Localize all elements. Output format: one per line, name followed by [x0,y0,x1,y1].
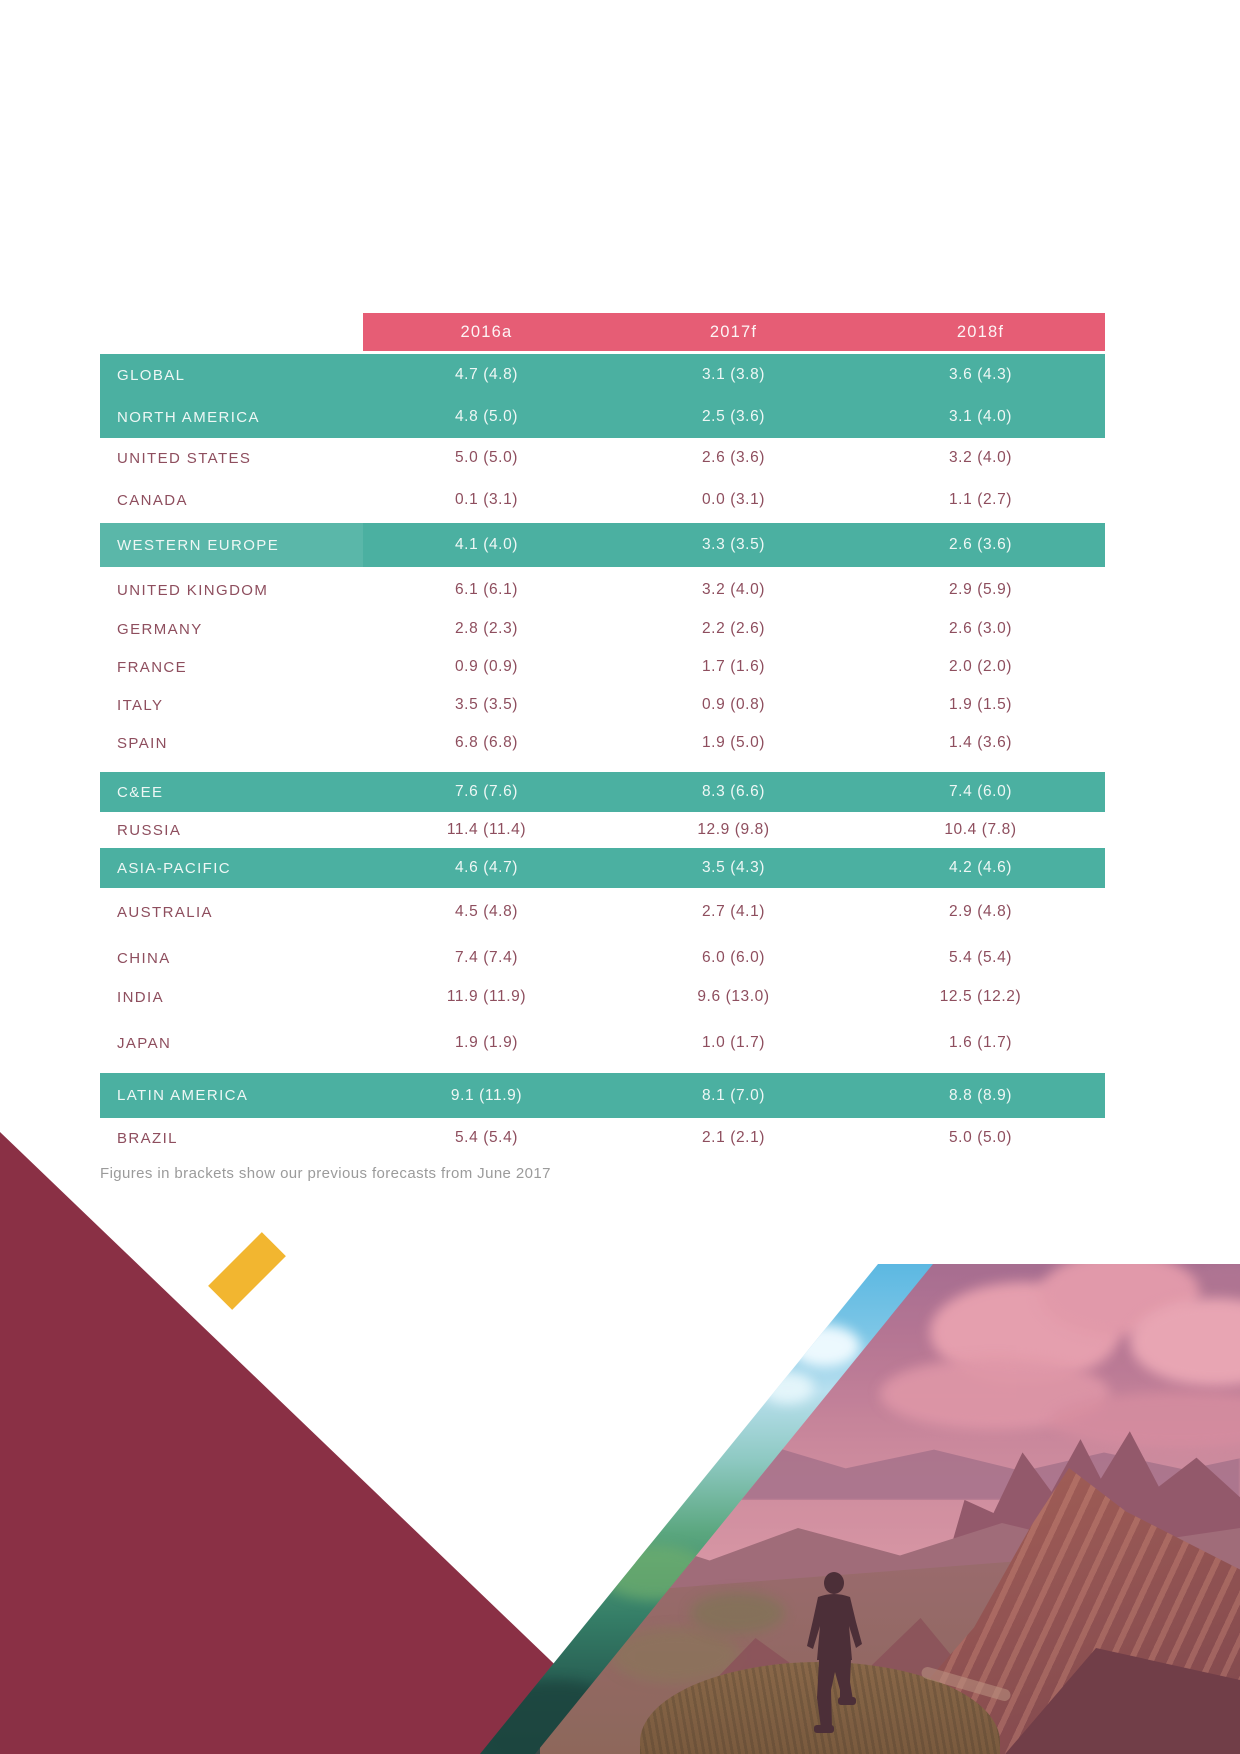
value-2018: 12.5 (12.2) [939,988,1022,1005]
value-2017: 0.9 (0.8) [701,696,766,713]
value-2018: 5.0 (5.0) [948,1129,1013,1146]
value-2016: 6.8 (6.8) [454,734,519,751]
row-label: GERMANY [117,620,203,638]
value-2016: 5.0 (5.0) [454,449,519,466]
value-2016: 0.9 (0.9) [454,658,519,675]
value-2016: 4.5 (4.8) [454,903,519,920]
table-row-canada [100,479,1105,521]
value-2018: 1.4 (3.6) [948,734,1013,751]
row-label: UNITED STATES [117,449,252,467]
table-footnote: Figures in brackets show our previous forecasts from June 2017 [100,1165,551,1182]
table-row-russia [100,812,1105,848]
table-row-asia-pacific [100,848,1105,888]
cloud-blob [762,1372,814,1404]
value-2017: 6.0 (6.0) [701,949,766,966]
table-row-north-america [100,396,1105,438]
value-2017: 1.0 (1.7) [701,1034,766,1051]
value-2017: 0.0 (3.1) [701,491,766,508]
table-row-brazil [100,1117,1105,1159]
table-row-western-europe [100,523,1105,567]
value-2018: 10.4 (7.8) [944,821,1017,838]
value-2016: 4.6 (4.7) [454,859,519,876]
row-label: CHINA [117,949,171,967]
column-header-2018f: 2018f [956,322,1005,341]
row-label: NORTH AMERICA [117,408,260,426]
value-2018: 2.0 (2.0) [948,658,1013,675]
row-label: BRAZIL [117,1129,178,1147]
row-label: JAPAN [117,1034,172,1052]
row-label: ITALY [117,696,164,714]
value-2018: 2.6 (3.6) [948,536,1013,553]
value-2018: 1.9 (1.5) [948,696,1013,713]
table-row-japan [100,1022,1105,1064]
table-row-germany [100,608,1105,650]
value-2016: 4.8 (5.0) [454,408,519,425]
row-label: FRANCE [117,658,188,676]
value-2018: 8.8 (8.9) [948,1086,1013,1104]
value-2016: 4.1 (4.0) [454,536,519,553]
value-2018: 3.2 (4.0) [948,449,1013,466]
value-2018: 5.4 (5.4) [948,949,1013,966]
row-label: LATIN AMERICA [117,1087,249,1104]
table-row-china [100,937,1105,979]
table-row-france [100,646,1105,688]
value-2018: 2.9 (5.9) [948,581,1013,598]
row-label: WESTERN EUROPE [117,536,280,554]
value-2017: 2.1 (2.1) [701,1129,766,1146]
value-2016: 11.9 (11.9) [446,988,527,1005]
cloud-blob [790,1325,860,1367]
row-label: INDIA [117,988,165,1006]
value-2017: 3.1 (3.8) [701,366,766,383]
value-2016: 1.9 (1.9) [454,1034,519,1051]
value-2017: 2.7 (4.1) [701,903,766,920]
value-2016: 0.1 (3.1) [454,491,519,508]
value-2018: 3.1 (4.0) [948,408,1013,425]
value-2017: 1.9 (5.0) [701,734,766,751]
value-2016: 7.6 (7.6) [454,783,519,800]
table-row-latin-america [100,1073,1105,1118]
table-header-row [363,313,1105,351]
table-row-cee [100,772,1105,812]
value-2017: 8.1 (7.0) [701,1086,766,1104]
value-2018: 7.4 (6.0) [948,783,1013,800]
value-2016: 9.1 (11.9) [450,1086,523,1104]
value-2017: 3.2 (4.0) [701,581,766,598]
row-label: UNITED KINGDOM [117,581,269,599]
row-label: ASIA-PACIFIC [117,859,232,877]
value-2017: 9.6 (13.0) [697,988,770,1005]
column-header-2017f: 2017f [709,322,758,341]
value-2018: 1.1 (2.7) [948,491,1013,508]
value-2018: 1.6 (1.7) [948,1034,1013,1051]
value-2016: 6.1 (6.1) [454,581,519,598]
value-2017: 2.5 (3.6) [701,408,766,425]
table-row-united-states [100,437,1105,479]
column-header-2016a: 2016a [460,322,513,341]
value-2016: 4.7 (4.8) [454,366,519,383]
value-2016: 7.4 (7.4) [454,949,519,966]
value-2017: 2.6 (3.6) [701,449,766,466]
value-2018: 3.6 (4.3) [948,366,1013,383]
table-row-india [100,976,1105,1018]
value-2017: 1.7 (1.6) [701,658,766,675]
table-row-united-kingdom [100,569,1105,611]
table-row-spain [100,722,1105,764]
row-label: CANADA [117,491,188,509]
value-2017: 12.9 (9.8) [697,821,770,838]
table-row-australia [100,891,1105,933]
table-row-global [100,354,1105,396]
value-2016: 3.5 (3.5) [454,696,519,713]
value-2016: 11.4 (11.4) [446,821,527,838]
value-2018: 2.6 (3.0) [948,620,1013,637]
value-2017: 8.3 (6.6) [701,783,766,800]
value-2017: 3.5 (4.3) [701,859,766,876]
value-2018: 2.9 (4.8) [948,903,1013,920]
row-label: C&EE [117,783,164,801]
row-label: SPAIN [117,734,168,752]
value-2017: 2.2 (2.6) [701,620,766,637]
value-2017: 3.3 (3.5) [701,536,766,553]
value-2016: 2.8 (2.3) [454,620,519,637]
row-label: AUSTRALIA [117,903,213,921]
value-2016: 5.4 (5.4) [454,1129,519,1146]
row-label: GLOBAL [117,366,186,384]
row-label: RUSSIA [117,821,182,839]
table-row-italy [100,684,1105,726]
value-2018: 4.2 (4.6) [948,859,1013,876]
